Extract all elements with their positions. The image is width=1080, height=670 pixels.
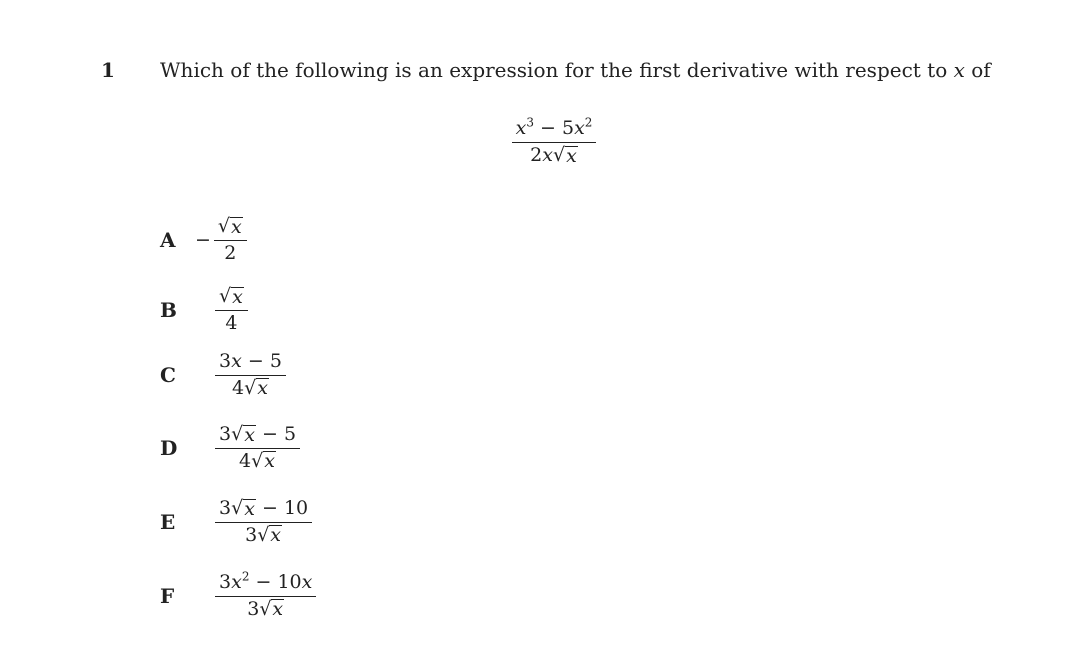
option-letter: E [160,510,176,534]
sqrt-symbol: √ x [217,214,242,238]
question-number: 1 [101,58,115,82]
option-letter: B [160,298,177,322]
option-fraction: 3x − 5 4 √ x [215,351,286,400]
option-expression [215,498,312,547]
option-fraction: 3 √ x − 5 4 √ x [215,424,300,473]
option-expression [215,286,248,335]
option-fraction: $3x^2 - 10x$ 3 √ x [215,572,316,621]
sqrt-symbol: √ x [257,523,282,547]
option-expression [215,569,316,621]
option-f[interactable] [160,566,480,626]
option-expression [195,216,247,265]
question-text-before: Which of the following is an expression for the first derivative with respect to [160,58,948,82]
option-c[interactable] [160,345,480,405]
option-letter: D [160,436,178,460]
sqrt-symbol: √ x [251,449,275,473]
option-letter: F [160,584,175,608]
answer-options [160,0,560,670]
minus-sign: − [195,229,211,251]
main-denominator: 2x √ x [530,143,577,167]
option-letter: C [160,363,176,387]
option-fraction: 3 √ x − 10 3 √ x [215,498,312,547]
option-fraction: √ x 2 [214,216,247,265]
sqrt-symbol: √ x [552,143,577,167]
option-expression [215,424,300,473]
option-fraction: √ x 4 [215,286,248,335]
sqrt-symbol: √ x [259,597,284,621]
question-variable: x [953,58,965,82]
option-expression [215,351,286,400]
option-b[interactable] [160,280,480,340]
sqrt-symbol: √ x [219,284,243,308]
sqrt-symbol: √ x [244,376,268,400]
option-a[interactable] [160,210,480,270]
main-numerator: $x^3 - 5x^2$ [515,115,593,139]
option-letter: A [160,228,176,252]
question-text-after: of [971,58,991,82]
sqrt-symbol: √ x [231,496,255,520]
option-e[interactable] [160,492,480,552]
sqrt-symbol: √ x [231,422,255,446]
option-d[interactable] [160,418,480,478]
